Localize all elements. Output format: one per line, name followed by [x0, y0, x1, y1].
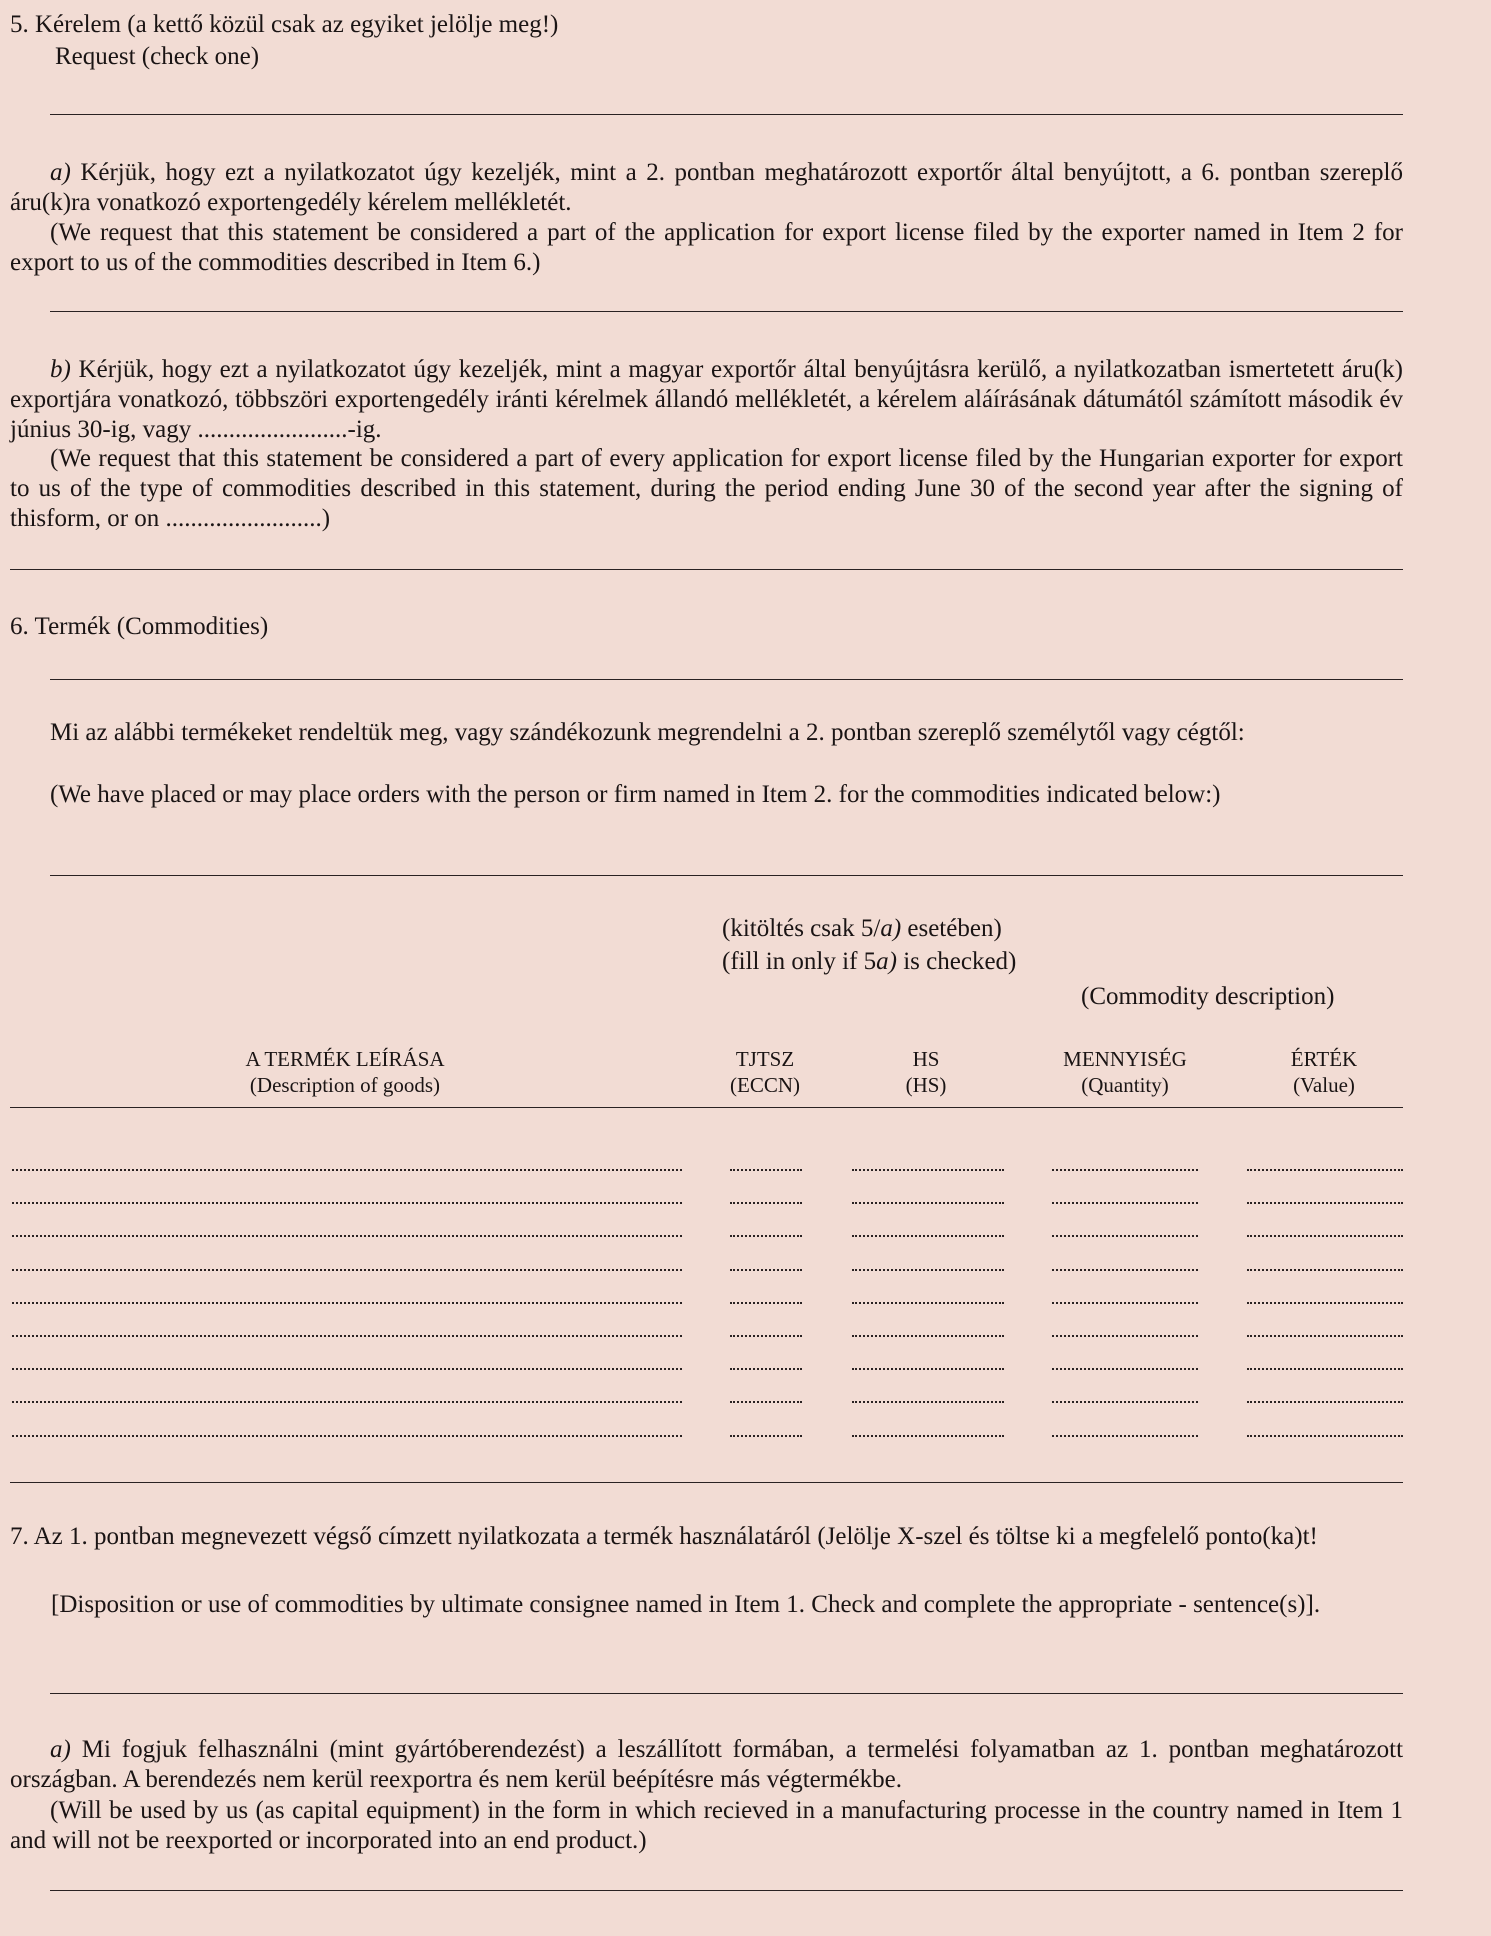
s5-heading-hu: 5. Kérelem (a kettő közül csak az egyiket jelölje meg!)	[10, 11, 559, 38]
blank-quantity-field[interactable]	[1052, 1169, 1198, 1171]
col-header-hs: HS (HS)	[905, 1047, 947, 1097]
blank-value-field[interactable]	[1247, 1401, 1403, 1403]
blank-hs-field[interactable]	[852, 1435, 1004, 1437]
blank-eccn-field[interactable]	[730, 1302, 802, 1304]
blank-eccn-field[interactable]	[730, 1368, 802, 1370]
blank-value-field[interactable]	[1247, 1202, 1403, 1204]
blank-eccn-field[interactable]	[730, 1435, 802, 1437]
blank-description-field[interactable]	[12, 1401, 682, 1403]
blank-quantity-field[interactable]	[1052, 1302, 1198, 1304]
blank-description-field[interactable]	[12, 1335, 682, 1337]
blank-hs-field[interactable]	[852, 1302, 1004, 1304]
fill-note-hu: (kitöltés csak 5/a) esetében)	[722, 915, 1002, 942]
blank-value-field[interactable]	[1247, 1335, 1403, 1337]
divider	[50, 1890, 1403, 1891]
s5-a-hu	[10, 158, 1403, 218]
blank-hs-field[interactable]	[852, 1235, 1004, 1237]
blank-quantity-field[interactable]	[1052, 1269, 1198, 1271]
s7-heading-hu: 7. Az 1. pontban megnevezett végső címzett nyilatkozata a termék használatáról (Jelölje X-szel és töltse ki a megfelelő ponto(ka)t!	[10, 1523, 1318, 1550]
blank-eccn-field[interactable]	[730, 1202, 802, 1204]
blank-quantity-field[interactable]	[1052, 1202, 1198, 1204]
s7-a-hu-text: Mi fogjuk felhasználni (mint gyártóberendezést) a leszállított formában, a termelési folyamatban az 1. pontban meghatározott országban. A berendezés nem kerül reexportra és nem kerül beépítésre más végtermékbe.	[10, 1736, 1404, 1793]
blank-eccn-field[interactable]	[730, 1235, 802, 1237]
divider	[50, 1693, 1403, 1694]
blank-hs-field[interactable]	[852, 1368, 1004, 1370]
blank-quantity-field[interactable]	[1052, 1368, 1198, 1370]
s7-heading-en: [Disposition or use of commodities by ultimate consignee named in Item 1. Check and complete the appropriate - sentence(s)].	[51, 1591, 1321, 1618]
blank-description-field[interactable]	[12, 1368, 682, 1370]
s5-heading-en: Request (check one)	[55, 43, 260, 70]
blank-eccn-field[interactable]	[730, 1335, 802, 1337]
col-header-quantity: MENNYISÉG (Quantity)	[1063, 1047, 1187, 1097]
blank-value-field[interactable]	[1247, 1302, 1403, 1304]
blank-description-field[interactable]	[12, 1269, 682, 1271]
blank-value-field[interactable]	[1247, 1435, 1403, 1437]
blank-value-field[interactable]	[1247, 1235, 1403, 1237]
s5-b-en: (We request that this statement be considered a part of every application for export license filed by the Hungarian exporter for export to us of the type of commodities described in this statement, during the period ending June 30 of the second year after the signing of thisform, or on .........................)	[10, 445, 1403, 532]
s5-a-mark: a)	[50, 159, 71, 186]
s5-a-en: (We request that this statement be considered a part of the application for export license filed by the exporter named in Item 2 for export to us of the commodities described in Item 6.)	[10, 219, 1403, 276]
blank-quantity-field[interactable]	[1052, 1401, 1198, 1403]
s6-intro-hu: Mi az alábbi termékeket rendeltük meg, vagy szándékozunk megrendelni a 2. pontban szereplő személytől vagy cégtől:	[50, 719, 1245, 746]
col-header-description: A TERMÉK LEÍRÁSA (Description of goods)	[245, 1047, 445, 1097]
blank-eccn-field[interactable]	[730, 1269, 802, 1271]
col-header-eccn: TJTSZ (ECCN)	[730, 1047, 800, 1097]
s5-b-hu	[10, 355, 1403, 445]
divider	[10, 569, 1403, 570]
blank-description-field[interactable]	[12, 1302, 682, 1304]
blank-quantity-field[interactable]	[1052, 1335, 1198, 1337]
s7-a-hu	[10, 1735, 1403, 1795]
blank-description-field[interactable]	[12, 1202, 682, 1204]
divider	[50, 311, 1403, 312]
blank-hs-field[interactable]	[852, 1169, 1004, 1171]
s7-a-mark: a)	[50, 1736, 71, 1763]
blank-hs-field[interactable]	[852, 1335, 1004, 1337]
commodity-description-label: (Commodity description)	[1081, 983, 1335, 1010]
s7-a-en: (Will be used by us (as capital equipment) in the form in which recieved in a manufacturing processe in the country named in Item 1 and will not be reexported or incorporated into an end product.)	[10, 1797, 1403, 1854]
blank-quantity-field[interactable]	[1052, 1235, 1198, 1237]
blank-description-field[interactable]	[12, 1435, 682, 1437]
blank-eccn-field[interactable]	[730, 1169, 802, 1171]
table-header-rule	[10, 1107, 1403, 1108]
divider	[10, 1482, 1403, 1483]
col-header-value: ÉRTÉK (Value)	[1290, 1047, 1358, 1097]
blank-hs-field[interactable]	[852, 1401, 1004, 1403]
divider	[50, 875, 1403, 876]
s6-intro-en: (We have placed or may place orders with the person or firm named in Item 2. for the commodities indicated below:)	[50, 781, 1221, 808]
s5-a-hu-text: Kérjük, hogy ezt a nyilatkozatot úgy kezeljék, mint a 2. pontban meghatározott exportőr által benyújtott, a 6. pontban szereplő áru(k)ra vonatkozó exportengedély kérelem mellékletét.	[10, 159, 1403, 216]
blank-value-field[interactable]	[1247, 1269, 1403, 1271]
blank-value-field[interactable]	[1247, 1169, 1403, 1171]
s5-b-hu-text: Kérjük, hogy ezt a nyilatkozatot úgy kezeljék, mint a magyar exportőr által benyújtásra kerülő, a nyilatkozatban ismertetett áru(k) exportjára vonatkozó, többszöri exportengedély iránti kérelmek állandó mellékletét, a kérelem aláírásának dátumától számított második év június 30-ig, vagy ........................-ig.	[10, 356, 1403, 443]
blank-value-field[interactable]	[1247, 1368, 1403, 1370]
blank-hs-field[interactable]	[852, 1202, 1004, 1204]
blank-description-field[interactable]	[12, 1169, 682, 1171]
blank-quantity-field[interactable]	[1052, 1435, 1198, 1437]
fill-note-en: (fill in only if 5a) is checked)	[722, 948, 1017, 975]
s6-heading: 6. Termék (Commodities)	[10, 613, 269, 640]
s5-b-mark: b)	[50, 356, 71, 383]
blank-eccn-field[interactable]	[730, 1401, 802, 1403]
divider	[50, 679, 1403, 680]
blank-hs-field[interactable]	[852, 1269, 1004, 1271]
divider	[50, 114, 1403, 115]
blank-description-field[interactable]	[12, 1235, 682, 1237]
